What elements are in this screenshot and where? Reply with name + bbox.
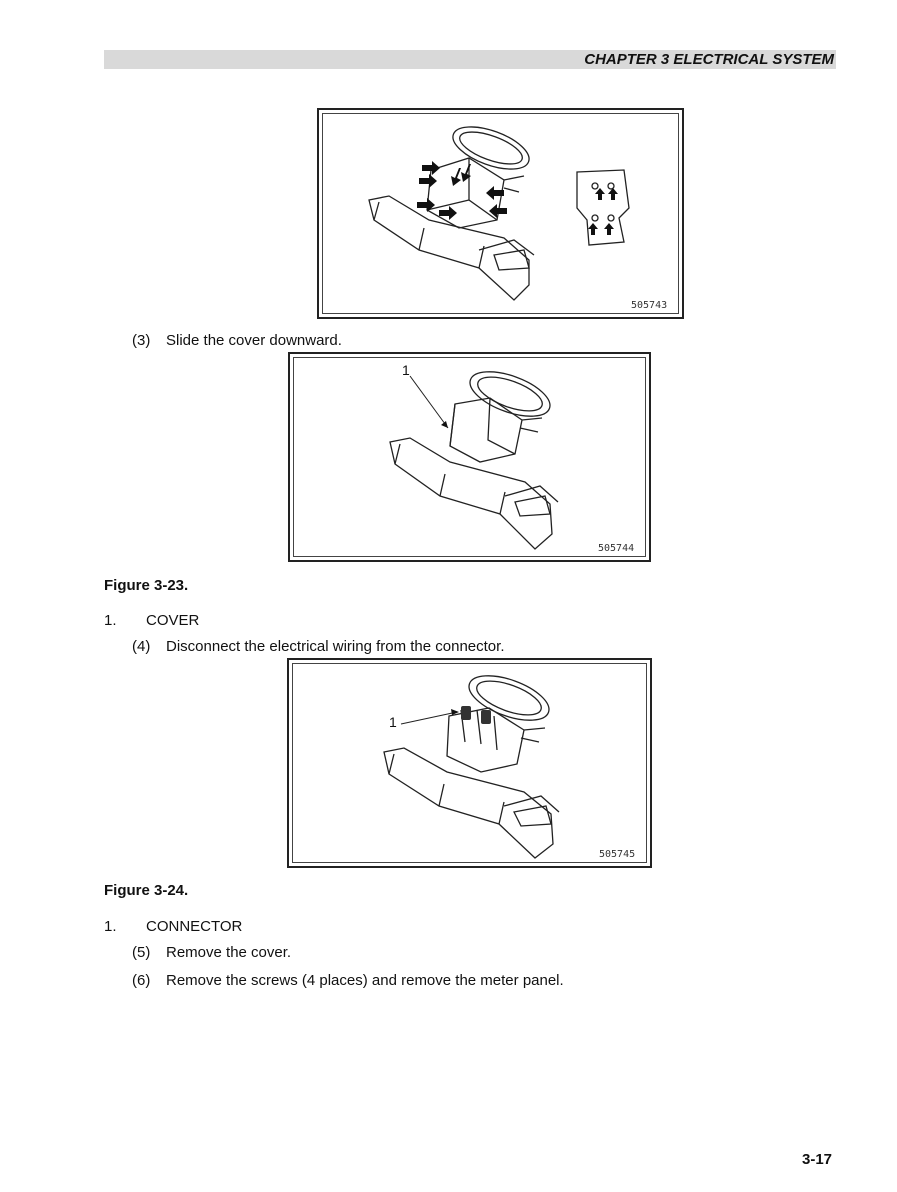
step-number: (4) <box>132 638 151 655</box>
page-number: 3-17 <box>802 1151 833 1168</box>
figure-code: 505743 <box>631 300 668 311</box>
figure-caption: Figure 3-23. <box>104 577 189 594</box>
figure-505745 <box>287 658 652 868</box>
figure-caption: Figure 3-24. <box>104 882 189 899</box>
step-text: Slide the cover downward. <box>166 332 342 349</box>
legend-text: CONNECTOR <box>146 918 243 935</box>
step-text: Remove the cover. <box>166 944 292 961</box>
chapter-title: CHAPTER 3 ELECTRICAL SYSTEM <box>584 51 834 68</box>
steering-column-illustration <box>319 110 686 321</box>
legend-number: 1. <box>104 612 117 629</box>
figure-505743 <box>317 108 684 319</box>
cover-slide-illustration <box>290 354 653 564</box>
step-text: Remove the screws (4 places) and remove the meter panel. <box>166 972 564 989</box>
figure-code: 505745 <box>599 849 636 860</box>
step-number: (3) <box>132 332 151 349</box>
step-text: Disconnect the electrical wiring from the connector. <box>166 638 505 655</box>
step-number: (6) <box>132 972 151 989</box>
callout-number: 1 <box>389 714 397 730</box>
figure-code: 505744 <box>598 543 635 554</box>
legend-number: 1. <box>104 918 117 935</box>
step-number: (5) <box>132 944 151 961</box>
legend-text: COVER <box>146 612 200 629</box>
connector-illustration <box>289 660 654 870</box>
callout-number: 1 <box>402 362 410 378</box>
figure-505744 <box>288 352 651 562</box>
chapter-header-bar <box>104 50 836 69</box>
